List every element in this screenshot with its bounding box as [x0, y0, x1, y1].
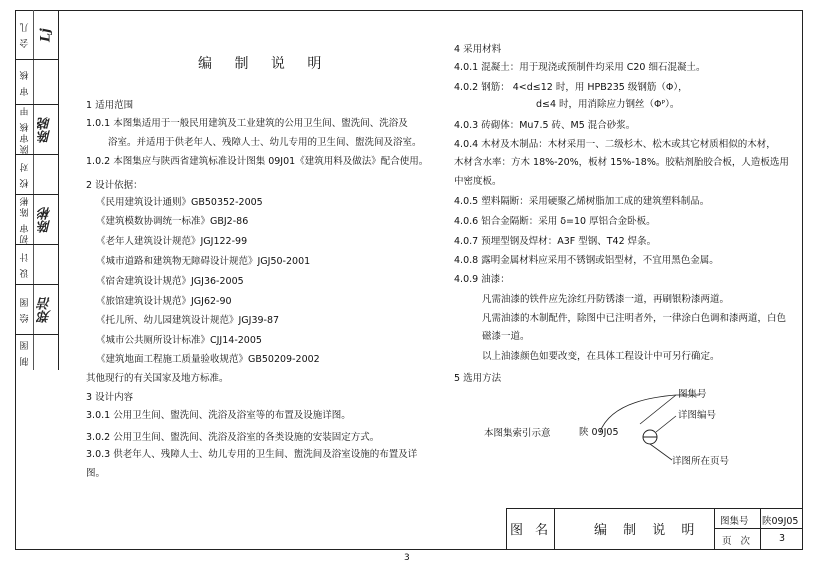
text-line: 《托儿所、幼儿园建筑设计规范》JGJ39-87 — [96, 315, 280, 326]
titleblock-divider — [554, 508, 555, 550]
sidebar-label: 会 几 — [20, 21, 31, 49]
text-line: 图。 — [86, 468, 106, 479]
text-line: 4.0.2 钢筋： 4<d≤12 时，用 HPB235 级钢筋（Φ）， — [454, 82, 688, 93]
text-line: 《建筑地面工程施工质量验收规范》GB50209-2002 — [96, 354, 320, 365]
text-line: 1.0.2 本图集应与陕西省建筑标准设计图集 09J01《建筑用料及做法》配合使用。 — [86, 156, 429, 167]
label-atlas-no: 图集号 — [678, 389, 707, 400]
text-line: 3 设计内容 — [86, 392, 134, 403]
titleblock-atlas-label: 图集号 — [720, 516, 749, 527]
text-line: 1.0.1 本图集适用于一般民用建筑及工业建筑的公用卫生间、盥洗间、洗浴及 — [86, 118, 408, 129]
page-number: 3 — [404, 553, 410, 563]
leader-detail-no — [656, 416, 676, 432]
text-line: 《城市公共厕所设计标准》CJJ14-2005 — [96, 335, 262, 346]
leader-page-no — [650, 444, 672, 460]
diagram-caption: 本图集索引示意 — [484, 428, 551, 439]
text-line: 3.0.3 供老年人、残障人士、幼儿专用的卫生间、盥洗间及浴室设施的布置及详 — [86, 449, 418, 460]
sidebar-label: 校 对 — [20, 161, 31, 189]
text-line: 3.0.2 公用卫生间、盥洗间、洗浴及浴室的各类设施的安装固定方式。 — [86, 432, 380, 443]
signature-mark: 陈彬 — [38, 207, 54, 233]
atlas-code: 陕 09J05 — [579, 427, 619, 438]
label-detail-no: 详图编号 — [678, 410, 717, 421]
text-line: 1 适用范围 — [86, 100, 134, 111]
sidebar-label: 制 图 — [20, 339, 31, 366]
text-line: 中密度板。 — [454, 176, 502, 187]
text-line: 4.0.8 露明金属材料应采用不锈钢或铝型材，不宜用黑色金属。 — [454, 255, 719, 266]
text-line: 其他现行的有关国家及地方标准。 — [86, 373, 229, 384]
text-line: 4 采用材料 — [454, 44, 502, 55]
text-line: 2 设计依据： — [86, 180, 143, 191]
text-line: 《宿舍建筑设计规范》JGJ36-2005 — [96, 276, 244, 287]
text-line: 4.0.9 油漆： — [454, 274, 510, 285]
titleblock-name-label: 图 名 — [510, 523, 553, 538]
text-line: 磁漆一道。 — [482, 331, 530, 342]
text-line: 《建筑模数协调统一标准》GBJ2-86 — [96, 216, 249, 227]
text-line: 《城市道路和建筑物无障碍设计规范》JGJ50-2001 — [96, 256, 311, 267]
text-line: 浴室。并适用于供老年人、残障人士、幼儿专用的卫生间、盥洗间及浴室。 — [108, 137, 422, 148]
sidebar-label: 绘 图 — [20, 296, 31, 324]
titleblock-left-line — [506, 508, 507, 550]
text-line: 4.0.1 混凝土：用于现浇或预制件均采用 C20 细石混凝土。 — [454, 62, 706, 73]
document-title: 编 制 说 明 — [198, 56, 331, 72]
text-line: 5 选用方法 — [454, 373, 502, 384]
text-line: 《旅馆建筑设计规范》JGJ62-90 — [96, 296, 232, 307]
text-line: 凡需油漆的铁件应先涂红丹防锈漆一道，再刷银粉漆两道。 — [482, 294, 730, 305]
titleblock-page-label: 页 次 — [722, 536, 754, 547]
sidebar-label: 设 计 — [20, 251, 31, 279]
signature-mark: Lj — [38, 28, 54, 42]
titleblock-top-line — [506, 508, 803, 509]
text-line: 木材含水率：方木 18%-20%，板材 15%-18%。胶粘剂胎胶合板，人造板选用 — [454, 157, 789, 168]
titleblock-mid-line — [714, 528, 803, 529]
titleblock-divider — [714, 508, 715, 550]
text-line: 4.0.6 铝合金隔断：采用 δ=10 厚铝合金卧板。 — [454, 216, 656, 227]
label-detail-page: 详图所在页号 — [672, 456, 730, 467]
text-line: 《民用建筑设计通则》GB50352-2005 — [96, 197, 263, 208]
sidebar-label: 初审 陈彬 — [20, 195, 31, 245]
titleblock-page-value: 3 — [779, 533, 786, 544]
sidebar-label: 审 核 — [20, 69, 31, 96]
text-line: 4.0.4 木材及木制品：木材采用一、二级杉木、松木或其它材质相似的木材， — [454, 139, 776, 150]
titleblock-divider — [760, 508, 761, 550]
text-line: 凡需油漆的木制配件，除图中已注明者外，一律涂白色调和漆两道，白色 — [482, 313, 787, 324]
text-line: 4.0.5 塑料隔断：采用硬聚乙烯树脂加工成的建筑塑料制品。 — [454, 196, 710, 207]
text-line: 4.0.3 砖砌体：Mu7.5 砖、M5 混合砂浆。 — [454, 120, 636, 131]
text-line: 《老年人建筑设计规范》JGJ122-99 — [96, 236, 248, 247]
text-line: 3.0.1 公用卫生间、盥洗间、洗浴及浴室等的布置及设施详图。 — [86, 410, 351, 421]
titleblock-name-value: 编 制 说 明 — [594, 523, 701, 538]
titleblock-atlas-value: 陕09J05 — [762, 516, 799, 527]
signature-mark: 郑洁 — [38, 297, 54, 323]
text-line: d≤4 时，用消除应力钢丝（Φᴾ）。 — [536, 99, 680, 110]
text-line: 以上油漆颜色如要改变，在具体工程设计中可另行确定。 — [482, 351, 720, 362]
text-line: 4.0.7 预埋型钢及焊材：A3F 型钢、T42 焊条。 — [454, 236, 657, 247]
sidebar-label: 陕审核 甲 — [20, 105, 31, 155]
signature-mark: 陈晓 — [38, 117, 54, 143]
